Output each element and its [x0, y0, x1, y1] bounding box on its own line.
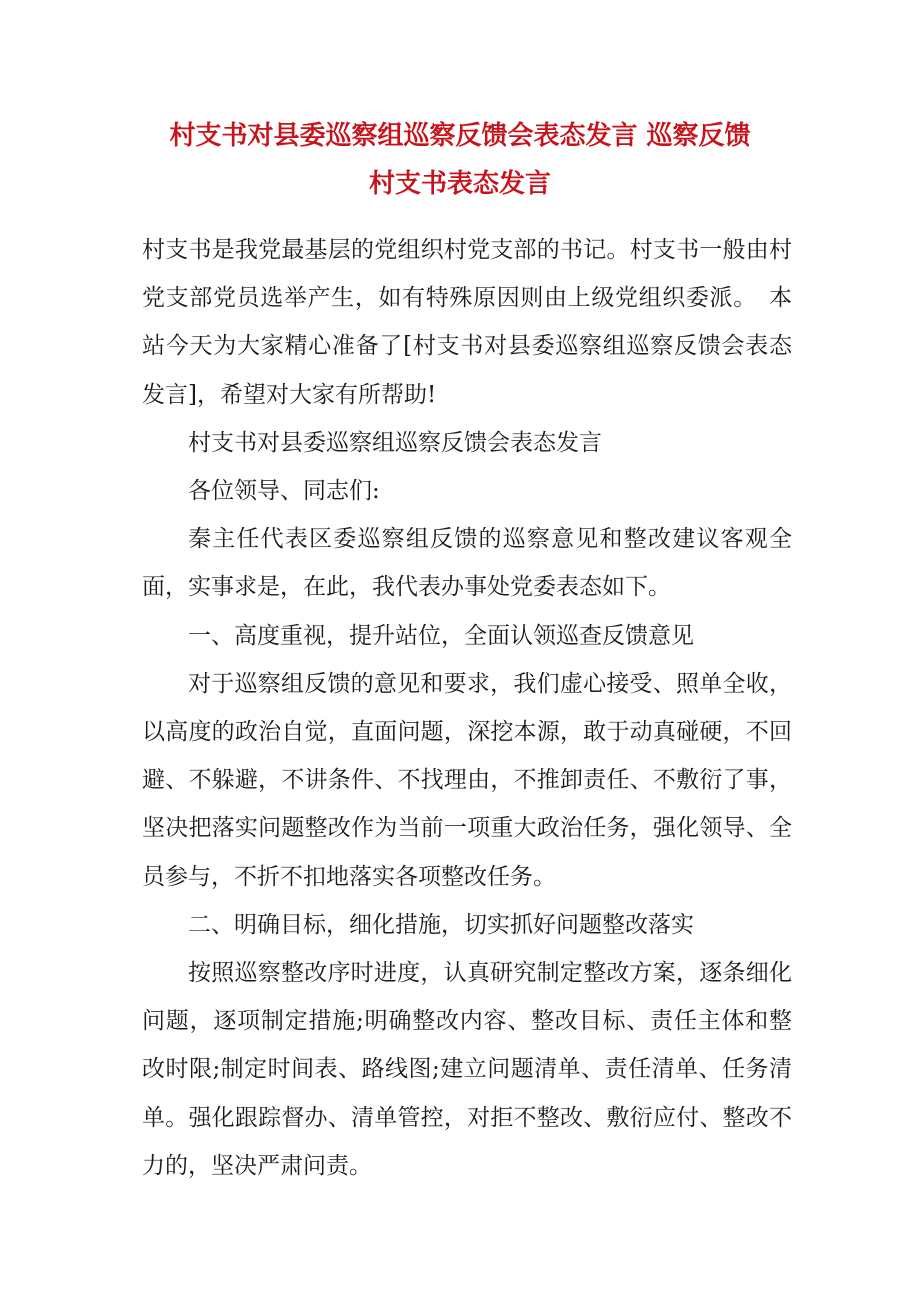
paragraph-section-2: 按照巡察整改序时进度，认真研究制定整改方案，逐条细化问题，逐项制定措施;明确整改内容、整改目标、责任主体和整改时限;制定时间表、路线图;建立问题清单、责任清单、任务清单。强化跟踪督办、清单管控，对拒不整改、敷衍应付、整改不力的，坚决严肃问责。: [142, 960, 792, 1179]
title-line-1: 村支书对县委巡察组巡察反馈会表态发言 巡察反馈: [169, 121, 751, 151]
paragraph-opening: 秦主任代表区委巡察组反馈的巡察意见和整改建议客观全面，实事求是，在此，我代表办事处党委表态如下。: [142, 526, 792, 601]
document-body: [142, 226, 792, 1190]
paragraph-section-1: 对于巡察组反馈的意见和要求，我们虚心接受、照单全收，以高度的政治自觉，直面问题，深挖本源，敢于动真碰硬，不回避、不躲避，不讲条件、不找理由，不推卸责任、不敷衍了事，坚决把落实问题整改作为当前一项重大政治任务，强化领导、全员参与，不折不扣地落实各项整改任务。: [142, 670, 792, 890]
title-line-2: 村支书表态发言: [368, 169, 551, 199]
paragraph-intro: 村支书是我党最基层的党组织村党支部的书记。村支书一般由村党支部党员选举产生，如有特殊原因则由上级党组织委派。 本站今天为大家精心准备了[村支书对县委巡察组巡察反馈会表态发言]，希望对大家有所帮助!: [142, 237, 792, 408]
paragraph-salutation: 各位领导、同志们:: [188, 478, 380, 505]
section-heading-2: 二、明确目标，细化措施，切实抓好问题整改落实: [188, 911, 694, 938]
paragraph-speech-title: 村支书对县委巡察组巡察反馈会表态发言: [188, 429, 602, 456]
section-heading-1: 一、高度重视，提升站位，全面认领巡查反馈意见: [188, 622, 694, 649]
document-title: [130, 112, 790, 208]
